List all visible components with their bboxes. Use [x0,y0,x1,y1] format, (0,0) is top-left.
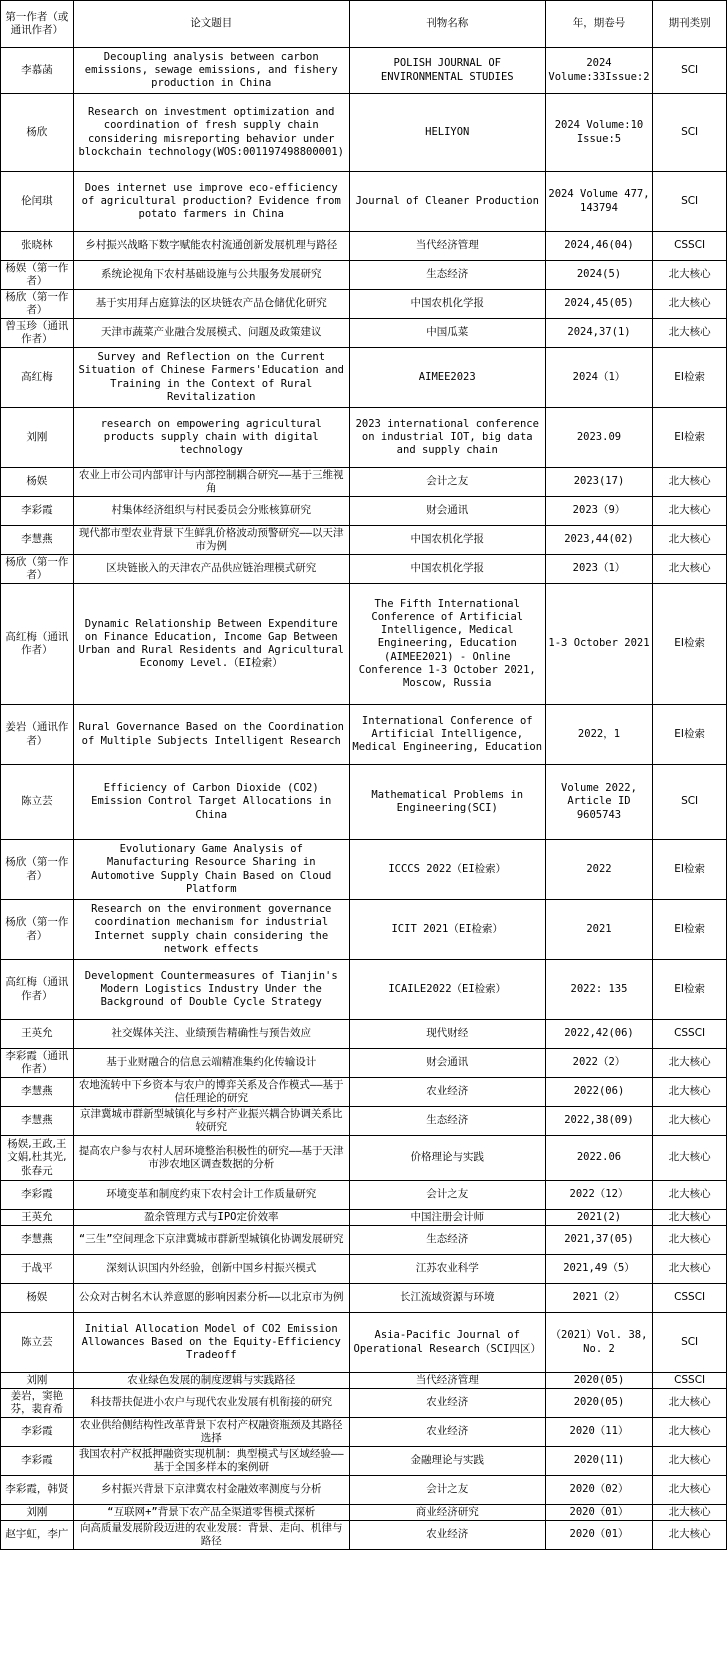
cell-author: 杨欣（第一作者） [1,840,74,900]
cell-journal: 长江流域资源与环境 [349,1284,545,1313]
cell-title: 公众对古树名木认养意愿的影响因素分析——以北京市为例 [73,1284,349,1313]
cell-issue: 2020(05) [545,1373,652,1389]
cell-issue: 2020（01） [545,1521,652,1550]
cell-category: 北大核心 [653,290,727,319]
cell-title: 向高质量发展阶段迈进的农业发展：背景、走向、机律与路径 [73,1521,349,1550]
header-category: 期刊类别 [653,1,727,48]
cell-issue: 2021,49（5） [545,1255,652,1284]
cell-author: 李慧燕 [1,1226,74,1255]
cell-title: Dynamic Relationship Between Expenditure on Finance Education, Income Gap Between Urban and Rural Residents and Agricultural Economy Level.（EI检索） [73,584,349,705]
table-row [1,705,727,765]
table-row [1,319,727,348]
cell-title: 盈余管理方式与IPO定价效率 [73,1210,349,1226]
header-row [1,1,727,48]
cell-category: EI检索 [653,408,727,468]
cell-author: 于战平 [1,1255,74,1284]
table-row [1,1181,727,1210]
cell-issue: 2022,38(09) [545,1107,652,1136]
cell-category: 北大核心 [653,526,727,555]
cell-issue: 2022.06 [545,1136,652,1181]
cell-issue: 2024,45(05) [545,290,652,319]
cell-category: SCI [653,765,727,840]
cell-category: 北大核心 [653,1418,727,1447]
table-row [1,526,727,555]
table-row [1,1284,727,1313]
table-row [1,232,727,261]
cell-title: Development Countermeasures of Tianjin's Modern Logistics Industry Under the Background of Double Cycle Strategy [73,960,349,1020]
cell-category: 北大核心 [653,319,727,348]
cell-category: 北大核心 [653,555,727,584]
cell-title: 环境变革和制度约束下农村会计工作质量研究 [73,1181,349,1210]
cell-category: 北大核心 [653,1476,727,1505]
header-title: 论文题目 [73,1,349,48]
cell-title: Initial Allocation Model of CO2 Emission Allowances Based on the Equity-Efficiency Tradeoff [73,1313,349,1373]
cell-journal: 生态经济 [349,261,545,290]
table-row [1,1136,727,1181]
cell-title: Does internet use improve eco-efficiency of agricultural production? Evidence from potato farmers in China [73,172,349,232]
cell-journal: 中国农机化学报 [349,290,545,319]
cell-journal: 当代经济管理 [349,1373,545,1389]
cell-author: 刘刚 [1,1505,74,1521]
table-row [1,1313,727,1373]
cell-title: 农地流转中下乡资本与农户的博弈关系及合作模式——基于信任理论的研究 [73,1078,349,1107]
cell-author: 李彩霞 [1,1447,74,1476]
cell-author: 高红梅（通讯作者） [1,584,74,705]
cell-issue: 2021 [545,900,652,960]
cell-journal: 中国瓜菜 [349,319,545,348]
cell-journal: 当代经济管理 [349,232,545,261]
cell-title: 提高农户参与农村人居环境整治积极性的研究——基于天津市涉农地区调查数据的分析 [73,1136,349,1181]
cell-author: 杨娱 [1,468,74,497]
cell-journal: The Fifth International Conference of Artificial Intelligence, Medical Engineering, Education (AIMEE2021) - Online Conference 1-3 October 2021, Moscow, Russia [349,584,545,705]
table-row [1,348,727,408]
cell-title: “三生”空间理念下京津冀城市群新型城镇化协调发展研究 [73,1226,349,1255]
header-journal: 刊物名称 [349,1,545,48]
cell-title: Rural Governance Based on the Coordination of Multiple Subjects Intelligent Research [73,705,349,765]
cell-journal: 金融理论与实践 [349,1447,545,1476]
cell-issue: 2021,37(05) [545,1226,652,1255]
cell-journal: AIMEE2023 [349,348,545,408]
cell-issue: 2022，1 [545,705,652,765]
cell-issue: 2023.09 [545,408,652,468]
cell-author: 陈立芸 [1,765,74,840]
cell-issue: 2020（02） [545,1476,652,1505]
table-row [1,1476,727,1505]
cell-issue: 2024 Volume 477, 143794 [545,172,652,232]
cell-journal: ICIT 2021（EI检索） [349,900,545,960]
cell-category: CSSCI [653,1284,727,1313]
cell-title: 区块链嵌入的天津农产品供应链治理模式研究 [73,555,349,584]
table-row [1,408,727,468]
cell-title: Decoupling analysis between carbon emissions, sewage emissions, and fishery production in China [73,48,349,94]
header-author: 第一作者（或通讯作者） [1,1,74,48]
cell-journal: 江苏农业科学 [349,1255,545,1284]
cell-category: 北大核心 [653,1255,727,1284]
cell-category: 北大核心 [653,1107,727,1136]
cell-issue: 2022 [545,840,652,900]
cell-author: 李彩霞 [1,1418,74,1447]
cell-author: 杨娱（第一作者） [1,261,74,290]
cell-issue: 2020(05) [545,1389,652,1418]
table-row [1,1418,727,1447]
table-row [1,900,727,960]
table-row [1,1107,727,1136]
cell-author: 杨欣（第一作者） [1,555,74,584]
cell-journal: ICAILE2022（EI检索） [349,960,545,1020]
cell-journal: 中国注册会计师 [349,1210,545,1226]
cell-title: 我国农村产权抵押融资实现机制：典型模式与区域经验——基于全国多样本的案例研 [73,1447,349,1476]
cell-journal: 农业经济 [349,1521,545,1550]
cell-author: 李彩霞，韩贤 [1,1476,74,1505]
cell-issue: 2022(06) [545,1078,652,1107]
cell-issue: 2021(2) [545,1210,652,1226]
cell-author: 李慕菡 [1,48,74,94]
table-row [1,840,727,900]
cell-title: research on empowering agricultural products supply chain with digital technology [73,408,349,468]
cell-issue: 2022（12） [545,1181,652,1210]
cell-journal: 农业经济 [349,1418,545,1447]
cell-author: 李慧燕 [1,1078,74,1107]
cell-author: 杨娱 [1,1284,74,1313]
table-row [1,555,727,584]
cell-category: 北大核心 [653,1181,727,1210]
cell-journal: POLISH JOURNAL OF ENVIRONMENTAL STUDIES [349,48,545,94]
cell-journal: International Conference of Artificial Intelligence, Medical Engineering, Education [349,705,545,765]
cell-title: 社交媒体关注、业绩预告精确性与预告效应 [73,1020,349,1049]
table-row [1,497,727,526]
cell-journal: 会计之友 [349,1181,545,1210]
cell-author: 李彩霞（通讯作者） [1,1049,74,1078]
cell-title: 基于实用拜占庭算法的区块链农产品仓储优化研究 [73,290,349,319]
cell-category: SCI [653,172,727,232]
cell-issue: 2024 Volume:10 Issue:5 [545,94,652,172]
cell-issue: 2023（9） [545,497,652,526]
cell-author: 杨欣（第一作者） [1,900,74,960]
cell-issue: 2023（1） [545,555,652,584]
cell-author: 高红梅 [1,348,74,408]
cell-category: SCI [653,94,727,172]
cell-issue: 2023,44(02) [545,526,652,555]
table-row [1,1255,727,1284]
cell-issue: 2020(11) [545,1447,652,1476]
cell-category: EI检索 [653,584,727,705]
table-row [1,1020,727,1049]
cell-category: EI检索 [653,348,727,408]
table-row [1,584,727,705]
cell-author: 王英允 [1,1020,74,1049]
cell-journal: 中国农机化学报 [349,526,545,555]
cell-title: 农业上市公司内部审计与内部控制耦合研究——基于三维视角 [73,468,349,497]
table-row [1,48,727,94]
cell-category: CSSCI [653,1373,727,1389]
cell-title: Research on the environment governance coordination mechanism for industrial Internet supply chain considering the network effects [73,900,349,960]
cell-category: EI检索 [653,705,727,765]
table-body [1,48,727,1550]
cell-category: 北大核心 [653,1505,727,1521]
cell-title: 系统论视角下农村基础设施与公共服务发展研究 [73,261,349,290]
cell-title: 乡村振兴战略下数字赋能农村流通创新发展机理与路径 [73,232,349,261]
table-row [1,1447,727,1476]
cell-journal: 生态经济 [349,1226,545,1255]
cell-author: 刘刚 [1,1373,74,1389]
table-row [1,1210,727,1226]
table-row [1,290,727,319]
table-row [1,765,727,840]
table-row [1,1521,727,1550]
cell-author: 杨欣（第一作者） [1,290,74,319]
cell-title: 科技帮扶促进小农户与现代农业发展有机衔接的研究 [73,1389,349,1418]
cell-title: 农业绿色发展的制度逻辑与实践路径 [73,1373,349,1389]
cell-journal: 生态经济 [349,1107,545,1136]
table-row [1,1505,727,1521]
cell-category: CSSCI [653,232,727,261]
cell-category: 北大核心 [653,1210,727,1226]
cell-journal: 商业经济研究 [349,1505,545,1521]
cell-category: SCI [653,1313,727,1373]
cell-issue: 2021（2） [545,1284,652,1313]
table-row [1,1078,727,1107]
cell-author: 李彩霞 [1,497,74,526]
table-row [1,172,727,232]
cell-journal: Asia-Pacific Journal of Operational Research（SCI四区） [349,1313,545,1373]
cell-category: 北大核心 [653,497,727,526]
cell-title: 深刻认识国内外经验，创新中国乡村振兴模式 [73,1255,349,1284]
table-row [1,1389,727,1418]
cell-author: 刘刚 [1,408,74,468]
cell-author: 杨娱,王政,王文娟,杜其光,张春元 [1,1136,74,1181]
table-row [1,1049,727,1078]
table-row [1,94,727,172]
cell-journal: Journal of Cleaner Production [349,172,545,232]
cell-issue: 2022: 135 [545,960,652,1020]
cell-issue: （2021）Vol. 38, No. 2 [545,1313,652,1373]
cell-author: 伦闰琪 [1,172,74,232]
cell-journal: HELIYON [349,94,545,172]
cell-category: 北大核心 [653,261,727,290]
cell-category: EI检索 [653,960,727,1020]
cell-category: 北大核心 [653,1078,727,1107]
cell-author: 赵宇虹，李广 [1,1521,74,1550]
cell-author: 李彩霞 [1,1181,74,1210]
cell-author: 李慧燕 [1,526,74,555]
cell-category: 北大核心 [653,1136,727,1181]
cell-author: 杨欣 [1,94,74,172]
cell-category: 北大核心 [653,1226,727,1255]
cell-title: 天津市蔬菜产业融合发展模式、问题及政策建议 [73,319,349,348]
table-row [1,468,727,497]
cell-title: “互联网+”背景下农产品全渠道零售模式探析 [73,1505,349,1521]
cell-journal: 会计之友 [349,468,545,497]
cell-title: Evolutionary Game Analysis of Manufacturing Resource Sharing in Automotive Supply Chain Based on Cloud Platform [73,840,349,900]
cell-author: 姜岩（通讯作者） [1,705,74,765]
cell-author: 曾玉珍（通讯作者） [1,319,74,348]
cell-title: 农业供给侧结构性改革背景下农村产权融资瓶颈及其路径选择 [73,1418,349,1447]
cell-journal: 农业经济 [349,1389,545,1418]
cell-journal: 会计之友 [349,1476,545,1505]
cell-title: 现代都市型农业背景下生鲜乳价格波动预警研究——以天津市为例 [73,526,349,555]
cell-issue: Volume 2022, Article ID 9605743 [545,765,652,840]
cell-title: 京津冀城市群新型城镇化与乡村产业振兴耦合协调关系比较研究 [73,1107,349,1136]
cell-category: 北大核心 [653,1389,727,1418]
cell-title: 乡村振兴背景下京津冀农村金融效率测度与分析 [73,1476,349,1505]
cell-issue: 2022,42(06) [545,1020,652,1049]
cell-journal: 农业经济 [349,1078,545,1107]
cell-author: 王英允 [1,1210,74,1226]
header-issue: 年，期卷号 [545,1,652,48]
cell-author: 李慧燕 [1,1107,74,1136]
cell-journal: 财会通讯 [349,497,545,526]
cell-issue: 2024 Volume:33Issue:2 [545,48,652,94]
cell-title: Survey and Reflection on the Current Situation of Chinese Farmers'Education and Training in the Context of Rural Revitalization [73,348,349,408]
table-row [1,1226,727,1255]
cell-title: 村集体经济组织与村民委员会分账核算研究 [73,497,349,526]
cell-author: 姜岩，窦艳芬，裴育希 [1,1389,74,1418]
cell-issue: 2024,37(1) [545,319,652,348]
table-row [1,261,727,290]
cell-category: 北大核心 [653,468,727,497]
cell-author: 陈立芸 [1,1313,74,1373]
cell-issue: 2022（2） [545,1049,652,1078]
cell-journal: 现代财经 [349,1020,545,1049]
cell-category: EI检索 [653,900,727,960]
cell-title: Efficiency of Carbon Dioxide (CO2) Emission Control Target Allocations in China [73,765,349,840]
cell-issue: 1-3 October 2021 [545,584,652,705]
table-row [1,960,727,1020]
cell-category: 北大核心 [653,1447,727,1476]
cell-journal: 中国农机化学报 [349,555,545,584]
cell-category: EI检索 [653,840,727,900]
cell-category: 北大核心 [653,1049,727,1078]
cell-issue: 2020（11） [545,1418,652,1447]
cell-journal: 2023 international conference on industrial IOT, big data and supply chain [349,408,545,468]
cell-category: CSSCI [653,1020,727,1049]
cell-category: 北大核心 [653,1521,727,1550]
cell-author: 张晓林 [1,232,74,261]
cell-journal: 价格理论与实践 [349,1136,545,1181]
cell-journal: 财会通讯 [349,1049,545,1078]
cell-issue: 2024（1） [545,348,652,408]
cell-issue: 2020（01） [545,1505,652,1521]
cell-title: Research on investment optimization and coordination of fresh supply chain considering misreporting behavior under blockchain technology(WOS:001197498800001) [73,94,349,172]
cell-issue: 2024,46(04) [545,232,652,261]
cell-issue: 2023(17) [545,468,652,497]
cell-title: 基于业财融合的信息云端精准集约化传输设计 [73,1049,349,1078]
cell-journal: Mathematical Problems in Engineering(SCI) [349,765,545,840]
cell-journal: ICCCS 2022（EI检索） [349,840,545,900]
cell-author: 高红梅（通讯作者） [1,960,74,1020]
cell-category: SCI [653,48,727,94]
cell-issue: 2024(5) [545,261,652,290]
table-row [1,1373,727,1389]
